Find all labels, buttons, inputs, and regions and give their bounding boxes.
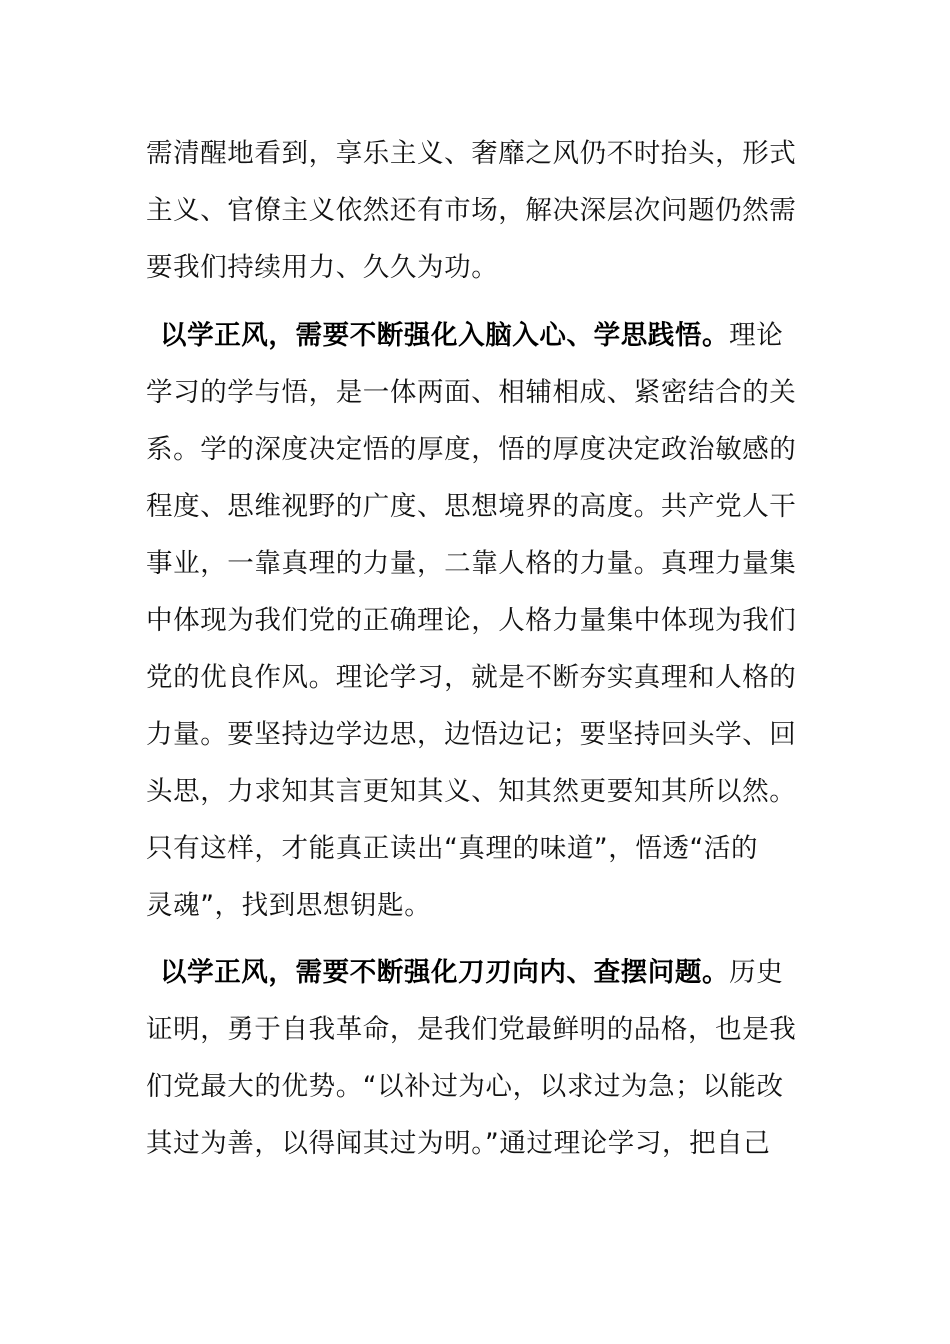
paragraph-3-line-4: 其过为善，以得闻其过为明。”通过理论学习，把自己 — [146, 1128, 771, 1159]
paragraph-1-line-2: 主义、官僚主义依然还有市场，解决深层次问题仍然需 — [146, 195, 797, 226]
paragraph-2-line-8: 力量。要坚持边学边思，边悟边记；要坚持回头学、回 — [146, 719, 797, 750]
paragraph-2-line-4: 程度、思维视野的广度、思想境界的高度。共产党人干 — [146, 491, 797, 522]
paragraph-2-line-3: 系。学的深度决定悟的厚度，悟的厚度决定政治敏感的 — [146, 434, 797, 465]
paragraph-2-first-line — [160, 316, 806, 356]
paragraph-3-first-line — [160, 953, 806, 993]
paragraph-2-line-10: 只有这样，才能真正读出“真理的味道”，悟透“活的 — [146, 833, 759, 864]
paragraph-1-line-3: 要我们持续用力、久久为功。 — [146, 252, 499, 283]
paragraph-2-heading: 以学正风，需要不断强化入脑入心、学思践悟。 — [160, 320, 730, 351]
paragraph-1-line-1: 需清醒地看到，享乐主义、奢靡之风仍不时抬头，形式 — [146, 138, 797, 169]
paragraph-3-heading: 以学正风，需要不断强化刀刃向内、查摆问题。 — [160, 957, 730, 988]
paragraph-2-first-line-rest: 理论 — [729, 320, 784, 351]
paragraph-2-line-9: 头思，力求知其言更知其义、知其然更要知其所以然。 — [146, 776, 797, 807]
paragraph-2-line-7: 党的优良作风。理论学习，就是不断夯实真理和人格的 — [146, 662, 797, 693]
paragraph-3-first-line-rest: 历史 — [729, 957, 784, 988]
paragraph-2-line-5: 事业，一靠真理的力量，二靠人格的力量。真理力量集 — [146, 548, 797, 579]
paragraph-2-line-11: 灵魂”，找到思想钥匙。 — [146, 890, 432, 921]
paragraph-3-line-3: 们党最大的优势。“以补过为心，以求过为急；以能改 — [146, 1071, 784, 1102]
paragraph-2-line-6: 中体现为我们党的正确理论，人格力量集中体现为我们 — [146, 605, 797, 636]
paragraph-3-line-2: 证明，勇于自我革命，是我们党最鲜明的品格，也是我 — [146, 1014, 797, 1045]
paragraph-2-line-2: 学习的学与悟，是一体两面、相辅相成、紧密结合的关 — [146, 377, 797, 408]
